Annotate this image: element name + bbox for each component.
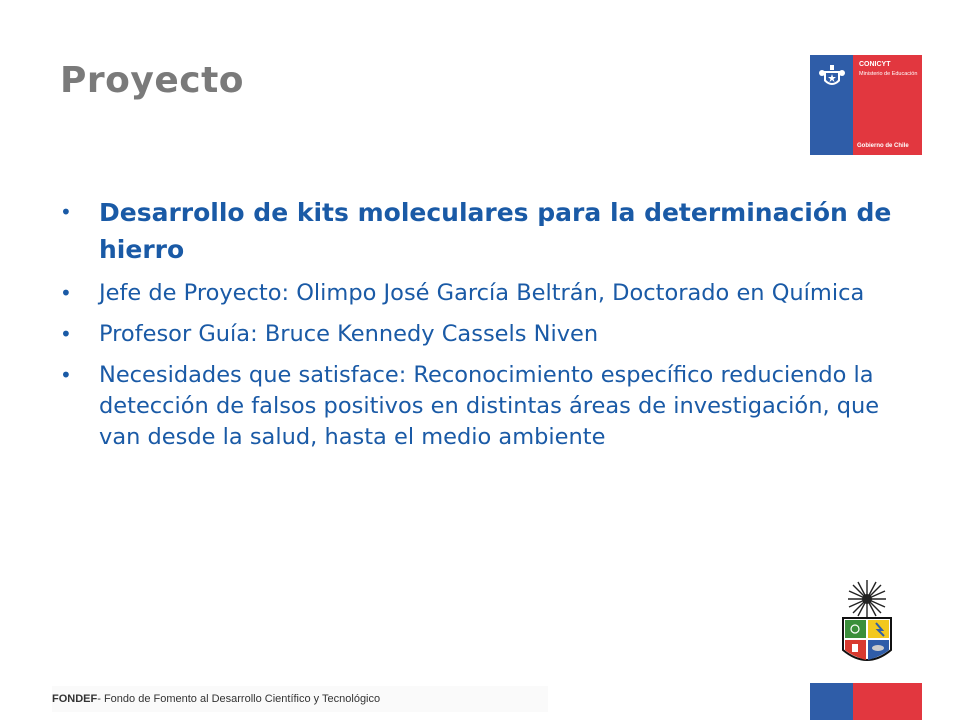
logo-brand: CONICYT <box>859 61 891 68</box>
bullet-icon: • <box>60 281 72 305</box>
footer <box>52 686 548 712</box>
bullet-icon: • <box>60 322 72 346</box>
footer-description: - Fondo de Fomento al Desarrollo Científico y Tecnológico <box>97 693 381 705</box>
bullet-item <box>60 278 900 309</box>
slide-title: Proyecto <box>60 60 245 101</box>
bullet-icon: • <box>60 200 72 224</box>
flag-bar <box>810 683 922 720</box>
bullet-text: Jefe de Proyecto: Olimpo José García Beltrán, Doctorado en Química <box>99 280 865 306</box>
bullet-text: Desarrollo de kits moleculares para la determinación de hierro <box>99 198 892 264</box>
bullet-text: Profesor Guía: Bruce Kennedy Cassels Niven <box>99 321 599 347</box>
bullet-text: Necesidades que satisface: Reconocimiento específico reduciendo la detección de falsos positivos en distintas áreas de investigación, que van desde la salud, hasta el medio ambiente <box>99 362 880 450</box>
conicyt-logo <box>810 55 922 155</box>
coat-of-arms-icon <box>816 61 848 93</box>
logo-red-panel <box>853 55 922 155</box>
flag-bar-blue <box>810 683 853 720</box>
logo-subtitle: Ministerio de Educación <box>859 71 918 77</box>
university-emblem-icon <box>838 578 896 670</box>
logo-blue-panel <box>810 55 853 155</box>
flag-bar-red <box>853 683 922 720</box>
bullet-item <box>60 360 900 453</box>
footer-text <box>52 693 380 705</box>
bullet-item <box>60 194 900 268</box>
bullet-list <box>60 194 900 463</box>
footer-prefix: FONDEF <box>52 693 98 705</box>
bullet-item <box>60 319 900 350</box>
logo-government: Gobierno de Chile <box>857 143 909 149</box>
bullet-icon: • <box>60 363 72 387</box>
